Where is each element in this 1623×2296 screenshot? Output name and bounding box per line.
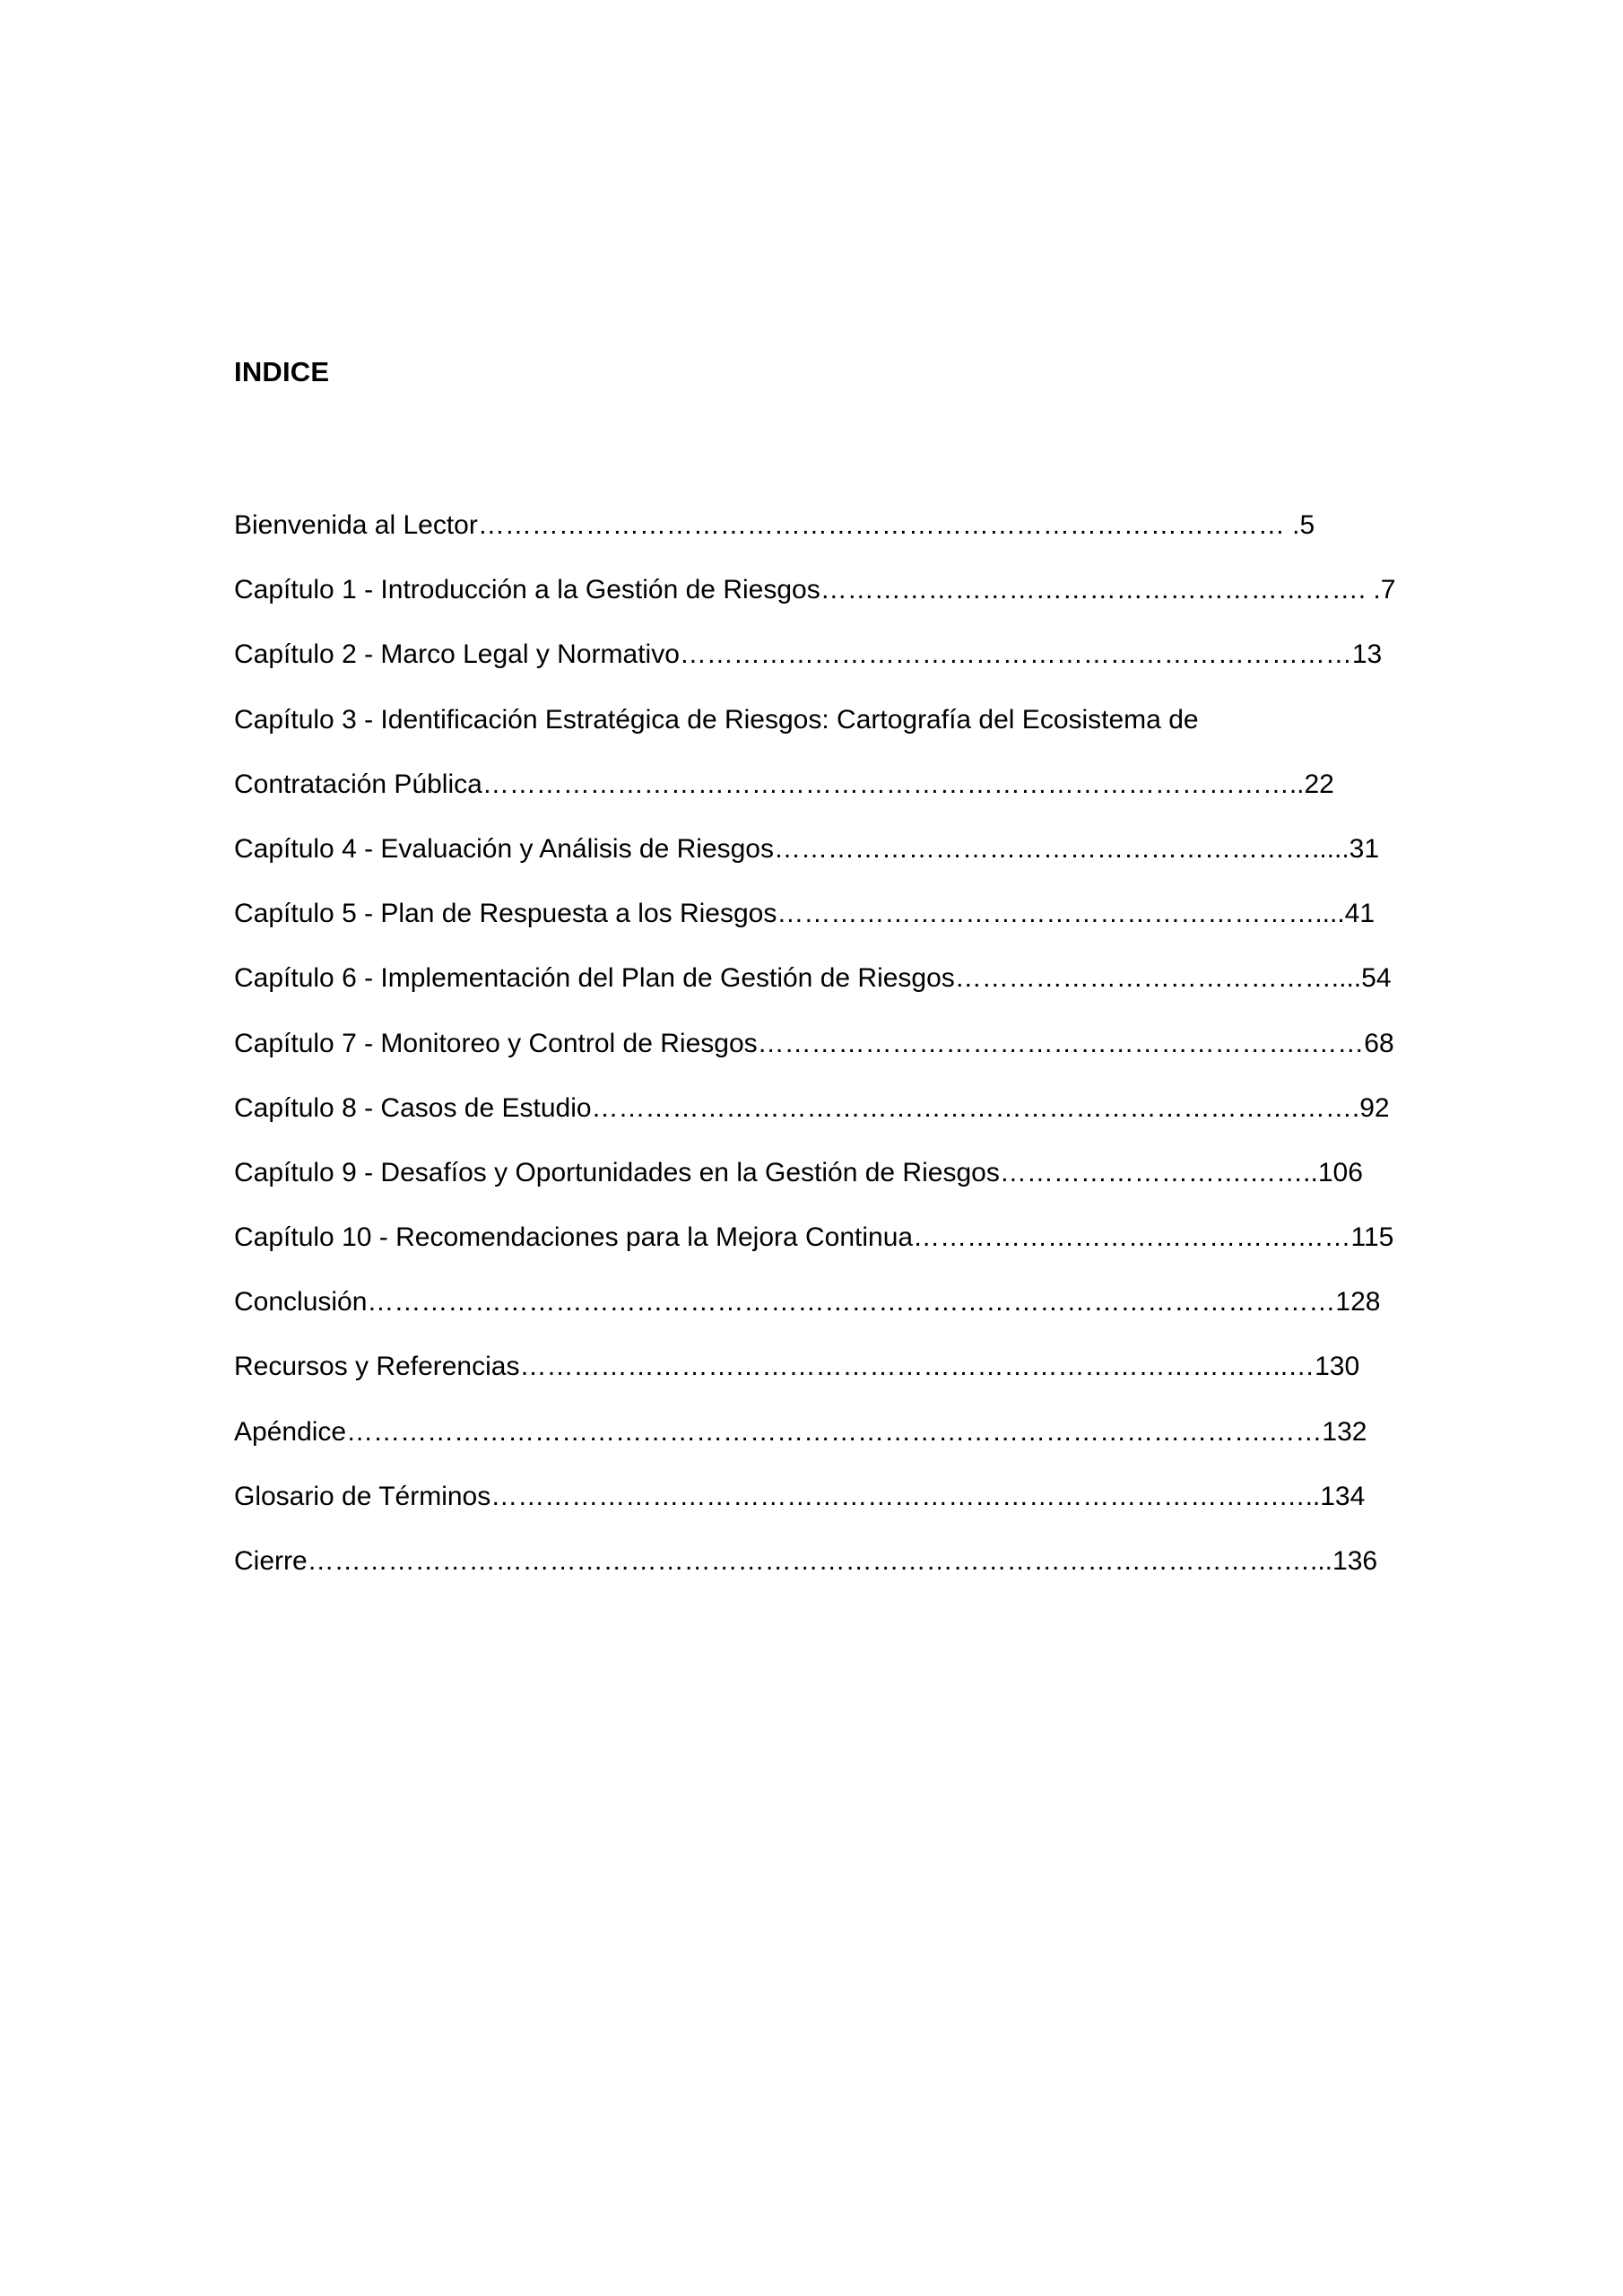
toc-entry-text: Glosario de Términos…………………………………………………………………………….…..134	[234, 1481, 1366, 1511]
toc-entry-text: Capítulo 3 - Identificación Estratégica de Riesgos: Cartografía del Ecosistema de	[234, 704, 1199, 735]
toc-entry-capitulo-9	[234, 1141, 1436, 1205]
toc-entry-text: Bienvenida al Lector……………………………………………………………………………… .5	[234, 510, 1315, 540]
toc-entry-text: Capítulo 9 - Desafíos y Oportunidades en la Gestión de Riesgos……………………….……..106	[234, 1157, 1363, 1187]
toc-entry-text: Capítulo 10 - Recomendaciones para la Mejora Continua…………………………………….……115	[234, 1222, 1394, 1253]
toc-entry-capitulo-8	[234, 1076, 1436, 1141]
toc-entry-apendice	[234, 1400, 1436, 1465]
toc-entry-text: Apéndice………………………………………………………………………………………….……132	[234, 1416, 1367, 1447]
toc-entry-conclusion	[234, 1270, 1436, 1335]
toc-entry-text: Conclusión………………………………………………………………………………………………128	[234, 1287, 1381, 1318]
toc-entry-text: Contratación Pública………………………………………………………………………………..22	[234, 769, 1334, 799]
toc-entry-text: Capítulo 8 - Casos de Estudio…………………………………………………………………….…….92	[234, 1092, 1390, 1123]
toc-entry-text: Capítulo 7 - Monitoreo y Control de Riesgos……………………………………………………..……68	[234, 1028, 1394, 1058]
toc-entry-text: Capítulo 4 - Evaluación y Análisis de Riesgos…………………………………………………….....31	[234, 833, 1380, 864]
toc-entry-capitulo-2	[234, 622, 1436, 687]
toc-entry-bienvenida	[234, 493, 1436, 558]
toc-entry-capitulo-4	[234, 817, 1436, 882]
toc-entry-capitulo-3-line-1	[234, 688, 1436, 752]
toc-entry-text: Capítulo 5 - Plan de Respuesta a los Riesgos……………………………………………………....41	[234, 899, 1376, 929]
toc-entry-capitulo-7	[234, 1012, 1436, 1076]
toc-entry-text: Recursos y Referencias…………………………………………………………………………..…130	[234, 1352, 1360, 1382]
toc-entry-cierre	[234, 1529, 1436, 1594]
toc-entry-capitulo-10	[234, 1205, 1436, 1270]
toc-list	[234, 493, 1436, 1594]
toc-entry-text: Cierre……………………………………………………………………………………………….…...136	[234, 1546, 1378, 1576]
toc-entry-capitulo-5	[234, 882, 1436, 946]
toc-entry-capitulo-6	[234, 946, 1436, 1011]
toc-entry-capitulo-1	[234, 558, 1436, 622]
toc-entry-capitulo-3-line-2	[234, 752, 1436, 817]
toc-entry-text: Capítulo 2 - Marco Legal y Normativo…………………………………………………………………13	[234, 639, 1383, 670]
toc-entry-text: Capítulo 6 - Implementación del Plan de Gestión de Riesgos……………………………………....54	[234, 963, 1392, 994]
toc-title: INDICE	[234, 356, 330, 387]
toc-entry-recursos	[234, 1335, 1436, 1399]
toc-entry-glosario	[234, 1465, 1436, 1529]
toc-entry-text: Capítulo 1 - Introducción a la Gestión de Riesgos……………………………………………………. .7	[234, 575, 1396, 605]
